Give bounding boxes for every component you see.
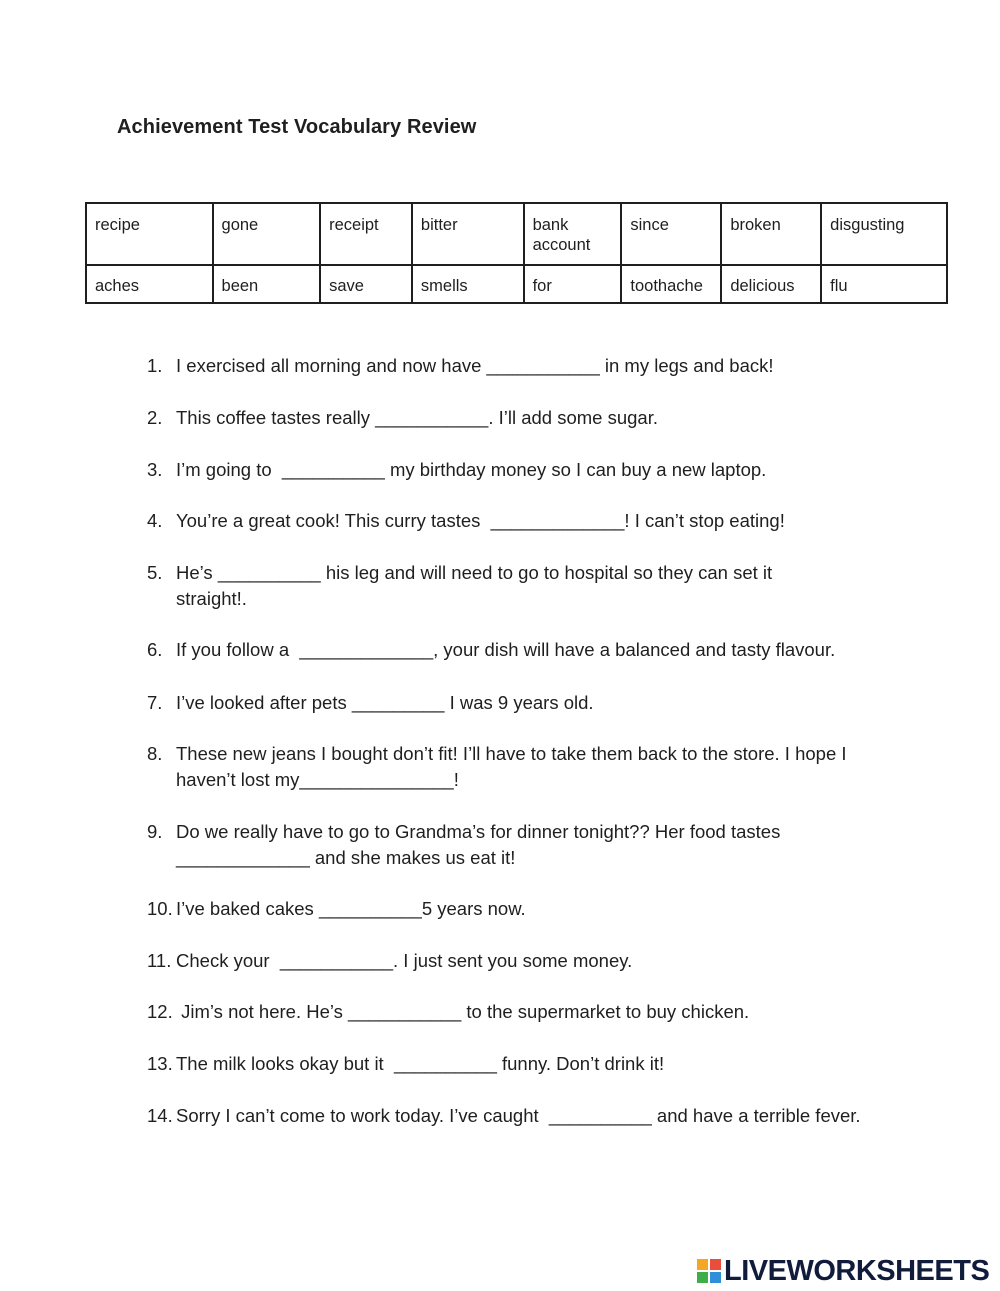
question-number: 13. <box>147 1053 173 1074</box>
question-item <box>147 896 887 922</box>
word-cell: flu <box>821 265 947 303</box>
word-cell: since <box>621 203 721 265</box>
question-text: Check your ___________. I just sent you some money. <box>176 950 633 971</box>
question-item <box>147 999 887 1025</box>
question-text: Jim’s not here. He’s ___________ to the supermarket to buy chicken. <box>176 1001 750 1022</box>
word-cell: bank account <box>524 203 622 265</box>
question-text: The milk looks okay but it __________ funny. Don’t drink it! <box>176 1053 665 1074</box>
question-item <box>147 1051 887 1077</box>
word-cell: recipe <box>86 203 213 265</box>
question-text: If you follow a _____________, your dish will have a balanced and tasty flavour. <box>176 639 836 660</box>
word-cell: delicious <box>721 265 821 303</box>
question-item <box>147 690 887 716</box>
question-number: 6. <box>147 639 163 660</box>
question-item <box>147 457 887 483</box>
question-number: 12. <box>147 1001 173 1022</box>
logo-blocks-icon <box>697 1259 721 1283</box>
logo-text: LIVEWORKSHEETS <box>724 1254 990 1287</box>
question-text: Do we really have to go to Grandma’s for dinner tonight?? Her food tastes _____________ and she makes us eat it! <box>176 821 786 868</box>
question-number: 4. <box>147 510 163 531</box>
question-text: I’ve looked after pets _________ I was 9 years old. <box>176 692 594 713</box>
question-number: 7. <box>147 692 163 713</box>
question-text: These new jeans I bought don’t fit! I’ll have to take them back to the store. I hope I haven’t lost my_______________! <box>176 743 852 790</box>
question-text: I’ve baked cakes __________5 years now. <box>176 898 526 919</box>
question-text: I’m going to __________ my birthday money so I can buy a new laptop. <box>176 459 767 480</box>
word-cell: broken <box>721 203 821 265</box>
word-bank-table <box>85 202 948 304</box>
logo-block <box>697 1259 708 1270</box>
word-cell: bitter <box>412 203 524 265</box>
logo-block <box>710 1259 721 1270</box>
question-item <box>147 819 837 871</box>
question-item <box>147 353 887 379</box>
word-cell: aches <box>86 265 213 303</box>
word-cell: save <box>320 265 412 303</box>
question-number: 5. <box>147 562 163 583</box>
logo-block <box>710 1272 721 1283</box>
question-item <box>147 1103 862 1129</box>
logo-block <box>697 1272 708 1283</box>
page-title: Achievement Test Vocabulary Review <box>117 116 477 138</box>
word-cell: disgusting <box>821 203 947 265</box>
question-number: 3. <box>147 459 163 480</box>
question-item <box>147 405 887 431</box>
question-item <box>147 948 887 974</box>
question-text: This coffee tastes really ___________. I’ll add some sugar. <box>176 407 658 428</box>
liveworksheets-logo <box>697 1253 989 1289</box>
word-cell: toothache <box>621 265 721 303</box>
question-text: I exercised all morning and now have ___________ in my legs and back! <box>176 355 774 376</box>
word-cell: for <box>524 265 622 303</box>
question-number: 8. <box>147 743 163 764</box>
question-item <box>147 508 887 534</box>
question-number: 14. <box>147 1105 173 1126</box>
word-bank-row <box>86 265 947 303</box>
word-cell: receipt <box>320 203 412 265</box>
question-text: Sorry I can’t come to work today. I’ve caught __________ and have a terrible fever. <box>176 1105 861 1126</box>
question-number: 11. <box>147 950 172 971</box>
question-number: 10. <box>147 898 173 919</box>
question-item <box>147 560 827 612</box>
question-text: You’re a great cook! This curry tastes _____________! I can’t stop eating! <box>176 510 785 531</box>
question-number: 1. <box>147 355 163 376</box>
word-cell: gone <box>213 203 321 265</box>
question-text: He’s __________ his leg and will need to go to hospital so they can set it straight!. <box>176 562 778 609</box>
question-item <box>147 741 882 793</box>
question-item <box>147 637 887 663</box>
question-number: 2. <box>147 407 163 428</box>
word-cell: been <box>213 265 321 303</box>
word-cell: smells <box>412 265 524 303</box>
word-bank-row <box>86 203 947 265</box>
question-number: 9. <box>147 821 163 842</box>
